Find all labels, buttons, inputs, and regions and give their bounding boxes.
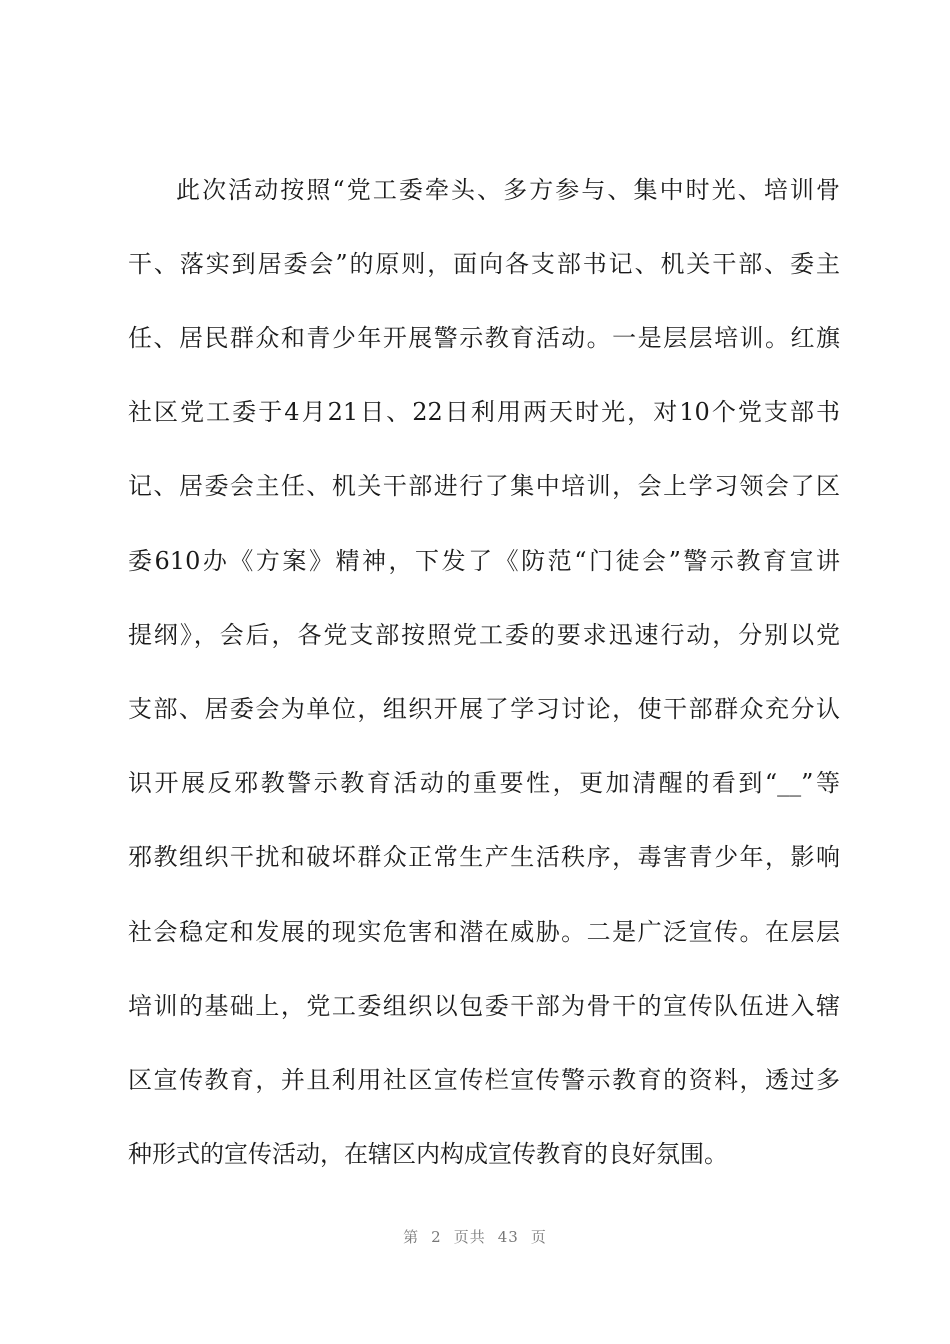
footer-total-pages: 43 <box>497 1228 519 1246</box>
paragraph-line: 区宣传教育，并且利用社区宣传栏宣传警示教育的资料，透过多 <box>128 1066 840 1094</box>
paragraph-line: 提纲》，会后，各党支部按照党工委的要求迅速行动，分别以党 <box>128 621 840 649</box>
footer-current-page: 2 <box>431 1228 442 1246</box>
paragraph-line: 记、居委会主任、机关干部进行了集中培训，会上学习领会了区 <box>128 472 840 500</box>
paragraph-line: 识开展反邪教警示教育活动的重要性，更加清醒的看到“__”等 <box>128 769 840 797</box>
footer-middle: 页共 <box>453 1228 486 1246</box>
paragraph-line: 种形式的宣传活动，在辖区内构成宣传教育的良好氛围。 <box>128 1140 728 1168</box>
paragraph-line: 邪教组织干扰和破坏群众正常生产生活秩序，毒害青少年，影响 <box>128 843 840 871</box>
page-footer <box>0 1226 950 1247</box>
paragraph-line: 社区党工委于4月21日、22日利用两天时光，对10个党支部书 <box>128 398 840 426</box>
paragraph-line: 支部、居委会为单位，组织开展了学习讨论，使干部群众充分认 <box>128 695 840 723</box>
paragraph-line: 社会稳定和发展的现实危害和潜在威胁。二是广泛宣传。在层层 <box>128 918 840 946</box>
paragraph-line: 干、落实到居委会”的原则，面向各支部书记、机关干部、委主 <box>128 250 840 278</box>
paragraph-line: 培训的基础上，党工委组织以包委干部为骨干的宣传队伍进入辖 <box>128 992 840 1020</box>
paragraph-line: 此次活动按照“党工委牵头、多方参与、集中时光、培训骨 <box>176 176 840 204</box>
footer-suffix: 页 <box>530 1228 547 1246</box>
paragraph-line: 委610办《方案》精神，下发了《防范“门徒会”警示教育宣讲 <box>128 547 840 575</box>
paragraph-line: 任、居民群众和青少年开展警示教育活动。一是层层培训。红旗 <box>128 324 840 352</box>
footer-prefix: 第 <box>403 1228 420 1246</box>
